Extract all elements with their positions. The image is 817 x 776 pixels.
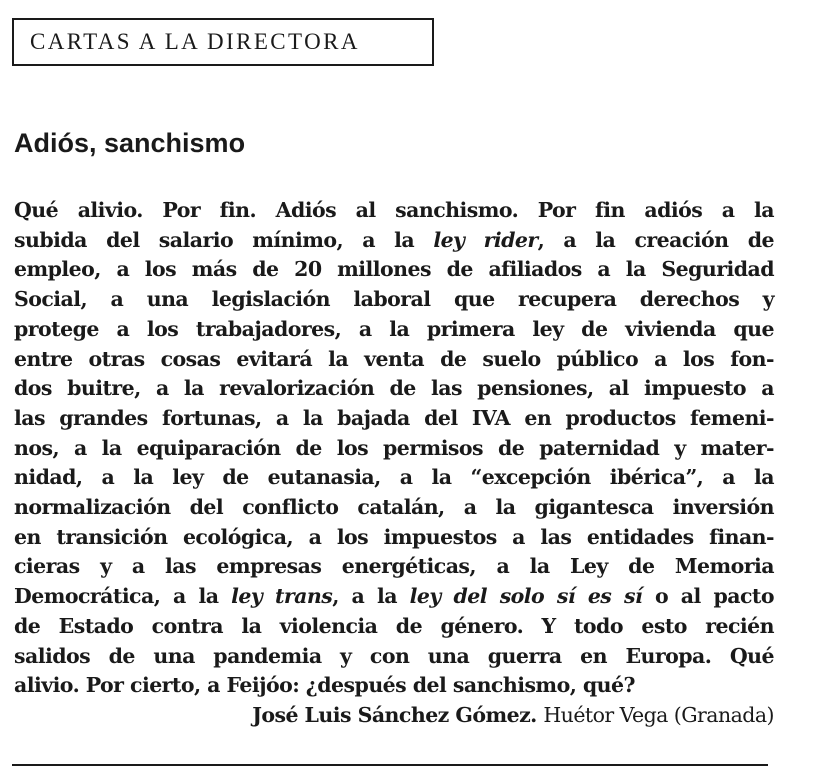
- text-run: normalización del conflicto catalán, a la gigantesca inversión: [14, 495, 774, 520]
- italic-term: ley trans: [231, 584, 333, 609]
- text-run: Democrática, a la: [14, 584, 232, 609]
- letter-line: [14, 374, 774, 404]
- text-run: dos buitre, a la revalorización de las pensiones, al impuesto a: [14, 376, 774, 401]
- letter-line: [14, 582, 774, 612]
- letter-line: [14, 226, 774, 256]
- text-run: protege a los trabajadores, a la primera ley de vivienda que: [14, 316, 774, 341]
- letter-line: [14, 671, 774, 701]
- text-run: , a la creación de: [537, 227, 774, 252]
- text-run: nidad, a la ley de eutanasia, a la “excepción ibérica”, a la: [14, 465, 774, 490]
- text-run: Social, a una legislación laboral que recupera derechos y: [14, 287, 774, 312]
- bottom-divider: [12, 764, 768, 766]
- text-run: las grandes fortunas, a la bajada del IVA en productos femeni-: [14, 405, 774, 430]
- text-run: salidos de una pandemia y con una guerra en Europa. Qué: [14, 643, 774, 668]
- text-run: en transición ecológica, a los impuestos a las entidades finan-: [14, 524, 774, 549]
- letter-line: [14, 285, 774, 315]
- letter-line: [14, 196, 774, 226]
- letter-line: [14, 315, 774, 345]
- letter-body: [14, 196, 774, 731]
- section-header-box: [12, 18, 434, 66]
- text-run: o al pacto: [642, 584, 774, 609]
- text-run: nos, a la equiparación de los permisos de paternidad y mater-: [14, 435, 774, 460]
- text-run: entre otras cosas evitará la venta de suelo público a los fon-: [14, 346, 774, 371]
- text-run: Qué alivio. Por fin. Adiós al sanchismo. Por fin adiós a la: [14, 198, 774, 222]
- letter-headline: Adiós, sanchismo: [14, 128, 246, 158]
- letter-line: [14, 404, 774, 434]
- letter-line: [14, 552, 774, 582]
- letter-line: [14, 345, 774, 375]
- text-run: subida del salario mínimo, a la: [14, 227, 434, 252]
- signature-location: Huétor Vega (Granada): [543, 702, 774, 727]
- text-run: cieras y a las empresas energéticas, a la Ley de Memoria: [14, 554, 774, 579]
- text-run: empleo, a los más de 20 millones de afiliados a la Seguridad: [14, 257, 774, 282]
- section-label: CARTAS A LA DIRECTORA: [30, 29, 360, 54]
- letter-line: [14, 255, 774, 285]
- letter-signature: [14, 701, 774, 731]
- letter-line: [14, 612, 774, 642]
- italic-term: ley rider: [433, 227, 538, 252]
- letter-line: [14, 493, 774, 523]
- letter-line: [14, 642, 774, 672]
- italic-term: ley del solo sí es sí: [409, 584, 643, 609]
- letter-line: [14, 523, 774, 553]
- text-run: , a la: [332, 584, 410, 609]
- signature-author: José Luis Sánchez Gómez.: [252, 702, 537, 727]
- text-run: alivio. Por cierto, a Feijóo: ¿después del sanchismo, qué?: [14, 673, 635, 698]
- text-run: de Estado contra la violencia de género. Y todo esto recién: [14, 613, 774, 638]
- letter-line: [14, 434, 774, 464]
- letter-line: [14, 463, 774, 493]
